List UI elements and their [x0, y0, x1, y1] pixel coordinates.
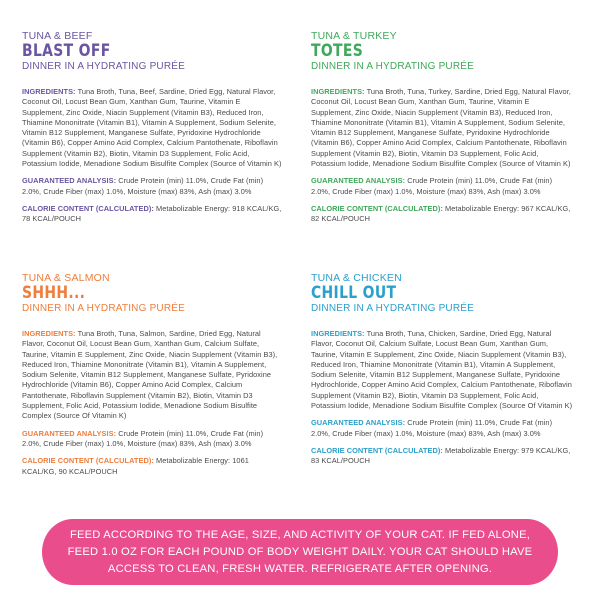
ingredients-text: Tuna Broth, Tuna, Chicken, Sardine, Dried Egg, Natural Flavor, Coconut Oil, Calcium Sulfate, Locust Bean Gum, Xanthan Gum, Taurine, Vitamin E Supplement, Zinc Oxide, Niacin Supplement (Vitamin B3), Reduced Iron, Thiamine Mononitrate (Vitamin B1), Vitamin A Supplement, Sodium Selenite, Vitamin B12 Supplement, Manganese Sulfate, Pyridoxine Hydrochloride, Copper Amino Acid Complex, Calcium Pantothenate, Riboflavin Supplement (Vitamin B2), Biotin, Vitamin D3 Supplement, Folic Acid, Potassium Iodide, Menadione Sodium Bisulfite Complex (Source Of Vitamin K) — [311, 329, 573, 411]
product-tuna-chicken — [311, 272, 573, 474]
product-subtitle: DINNER IN A HYDRATING PURÉE — [311, 61, 475, 72]
product-tuna-turkey — [311, 30, 573, 232]
product-name: BLAST OFF — [22, 41, 111, 61]
calorie-text: Metabolizable Energy: 1061 KCAL/KG, 90 KCAL/POUCH — [22, 456, 249, 476]
ingredients-section — [311, 87, 573, 169]
feeding-instructions-banner — [42, 519, 558, 585]
product-subtitle: DINNER IN A HYDRATING PURÉE — [22, 303, 186, 314]
analysis-section — [311, 176, 573, 197]
calorie-section — [311, 204, 573, 225]
calorie-label: CALORIE CONTENT (CALCULATED): — [311, 445, 443, 455]
flavor-label: TUNA & CHICKEN — [311, 272, 402, 284]
calorie-label: CALORIE CONTENT (CALCULATED): — [22, 456, 154, 466]
ingredients-label: INGREDIENTS: — [22, 87, 76, 96]
analysis-text: Crude Protein (min) 11.0%, Crude Fat (min) 2.0%, Crude Fiber (max) 1.0%, Moisture (max) 83%, Ash (max) 3.0% — [22, 176, 264, 196]
analysis-section — [22, 176, 284, 197]
flavor-label: TUNA & SALMON — [22, 272, 110, 284]
analysis-text: Crude Protein (min) 11.0%, Crude Fat (min) 2.0%, Crude Fiber (max) 1.0%, Moisture (max) 83%, Ash (max) 3.0% — [311, 418, 553, 438]
product-tuna-beef — [22, 30, 284, 232]
analysis-label: GUARANTEED ANALYSIS: — [311, 418, 406, 428]
analysis-section — [22, 429, 284, 450]
ingredients-text: Tuna Broth, Tuna, Salmon, Sardine, Dried Egg, Natural Flavor, Coconut Oil, Locust Bean Gum, Xanthan Gum, Calcium Sulfate, Taurine, Vitamin E Supplement, Zinc Oxide, Niacin Supplement (Vitamin B3), Reduced Iron, Thiamine Mononitrate (Vitamin B1), Vitamin A Supplement, Sodium Selenite, Vitamin B12 Supplement, Manganese Sulfate, Pyridoxine Hydrochloride (Vitamin B6), Copper Amino Acid Complex, Calcium Pantothenate, Riboflavin Supplement (Vitamin B2), Biotin, Vitamin D3 Supplement, Folic Acid, Potassium Iodide, Menadione Sodium Bisulfite Complex (Source Of Vitamin K) — [22, 329, 278, 421]
analysis-section — [311, 418, 573, 439]
flavor-label: TUNA & BEEF — [22, 30, 93, 42]
analysis-label: GUARANTEED ANALYSIS: — [311, 176, 406, 186]
calorie-section — [22, 456, 284, 477]
flavor-label: TUNA & TURKEY — [311, 30, 397, 42]
calorie-text: Metabolizable Energy: 918 KCAL/KG, 78 KCAL/POUCH — [22, 203, 282, 224]
ingredients-label: INGREDIENTS: — [311, 329, 365, 338]
ingredients-label: INGREDIENTS: — [311, 87, 365, 96]
calorie-section — [22, 204, 284, 225]
ingredients-text: Tuna Broth, Tuna, Turkey, Sardine, Dried Egg, Natural Flavor, Coconut Oil, Locust Bean Gum, Xanthan Gum, Taurine, Vitamin E Supplement, Zinc Oxide, Niacin Supplement (Vitamin B3), Reduced Iron, Thiamine Mononitrate (Vitamin B1), Vitamin A Supplement, Sodium Selenite, Vitamin B12 Supplement, Manganese Sulfate, Pyridoxine Hydrochloride (Vitamin B6), Copper Amino Acid Complex, Calcium Pantothenate, Riboflavin Supplement (Vitamin B2), Biotin, Vitamin D3 Supplement, Folic Acid, Potassium Iodide, Menadione Sodium Bisulfite Complex (Source of Vitamin K) — [311, 87, 571, 169]
calorie-text: Metabolizable Energy: 967 KCAL/KG, 82 KCAL/POUCH — [311, 203, 571, 224]
calorie-section — [311, 446, 573, 467]
product-subtitle: DINNER IN A HYDRATING PURÉE — [22, 61, 186, 72]
product-tuna-salmon — [22, 272, 284, 484]
product-name: SHHH... — [22, 283, 86, 303]
ingredients-text: Tuna Broth, Tuna, Beef, Sardine, Dried Egg, Natural Flavor, Coconut Oil, Locust Bean Gum, Xanthan Gum, Taurine, Vitamin E Supplement, Zinc Oxide, Niacin Supplement (Vitamin B3), Reduced Iron, Thiamine Mononitrate (Vitamin B1), Vitamin A Supplement, Sodium Selenite, Vitamin B12 Supplement, Manganese Sulfate, Pyridoxine Hydrochloride (Vitamin B6), Copper Amino Acid Complex, Calcium Pantothenate, Riboflavin Supplement (Vitamin B2), Biotin, Vitamin D3 Supplement, Folic Acid, Potassium Iodide, Menadione Sodium Bisulfite Complex (Source of Vitamin K) — [22, 87, 282, 169]
product-name: CHILL OUT — [311, 283, 397, 303]
analysis-text: Crude Protein (min) 11.0%, Crude Fat (min) 2.0%, Crude Fiber (max) 1.0%, Moisture (max) 83%, Ash (max) 3.0% — [311, 176, 553, 196]
ingredients-section — [22, 87, 284, 169]
ingredients-section — [22, 329, 284, 422]
product-name: TOTES — [311, 41, 364, 61]
calorie-label: CALORIE CONTENT (CALCULATED): — [22, 203, 154, 213]
analysis-text: Crude Protein (min) 11.0%, Crude Fat (min) 2.0%, Crude Fiber (max) 1.0%, Moisture (max) 83%, Ash (max) 3.0% — [22, 428, 264, 448]
feeding-instructions-text: FEED ACCORDING TO THE AGE, SIZE, AND ACTIVITY OF YOUR CAT. IF FED ALONE, FEED 1.0 OZ FOR EACH POUND OF BODY WEIGHT DAILY. YOUR CAT SHOULD HAVE ACCESS TO CLEAN, FRESH WATER. REFRIGERATE AFTER OPENING. — [67, 528, 533, 575]
calorie-label: CALORIE CONTENT (CALCULATED): — [311, 203, 443, 213]
ingredients-label: INGREDIENTS: — [22, 329, 76, 338]
ingredients-section — [311, 329, 573, 411]
analysis-label: GUARANTEED ANALYSIS: — [22, 428, 117, 438]
calorie-text: Metabolizable Energy: 979 KCAL/KG, 83 KCAL/POUCH — [311, 445, 571, 466]
product-subtitle: DINNER IN A HYDRATING PURÉE — [311, 303, 475, 314]
analysis-label: GUARANTEED ANALYSIS: — [22, 176, 117, 186]
